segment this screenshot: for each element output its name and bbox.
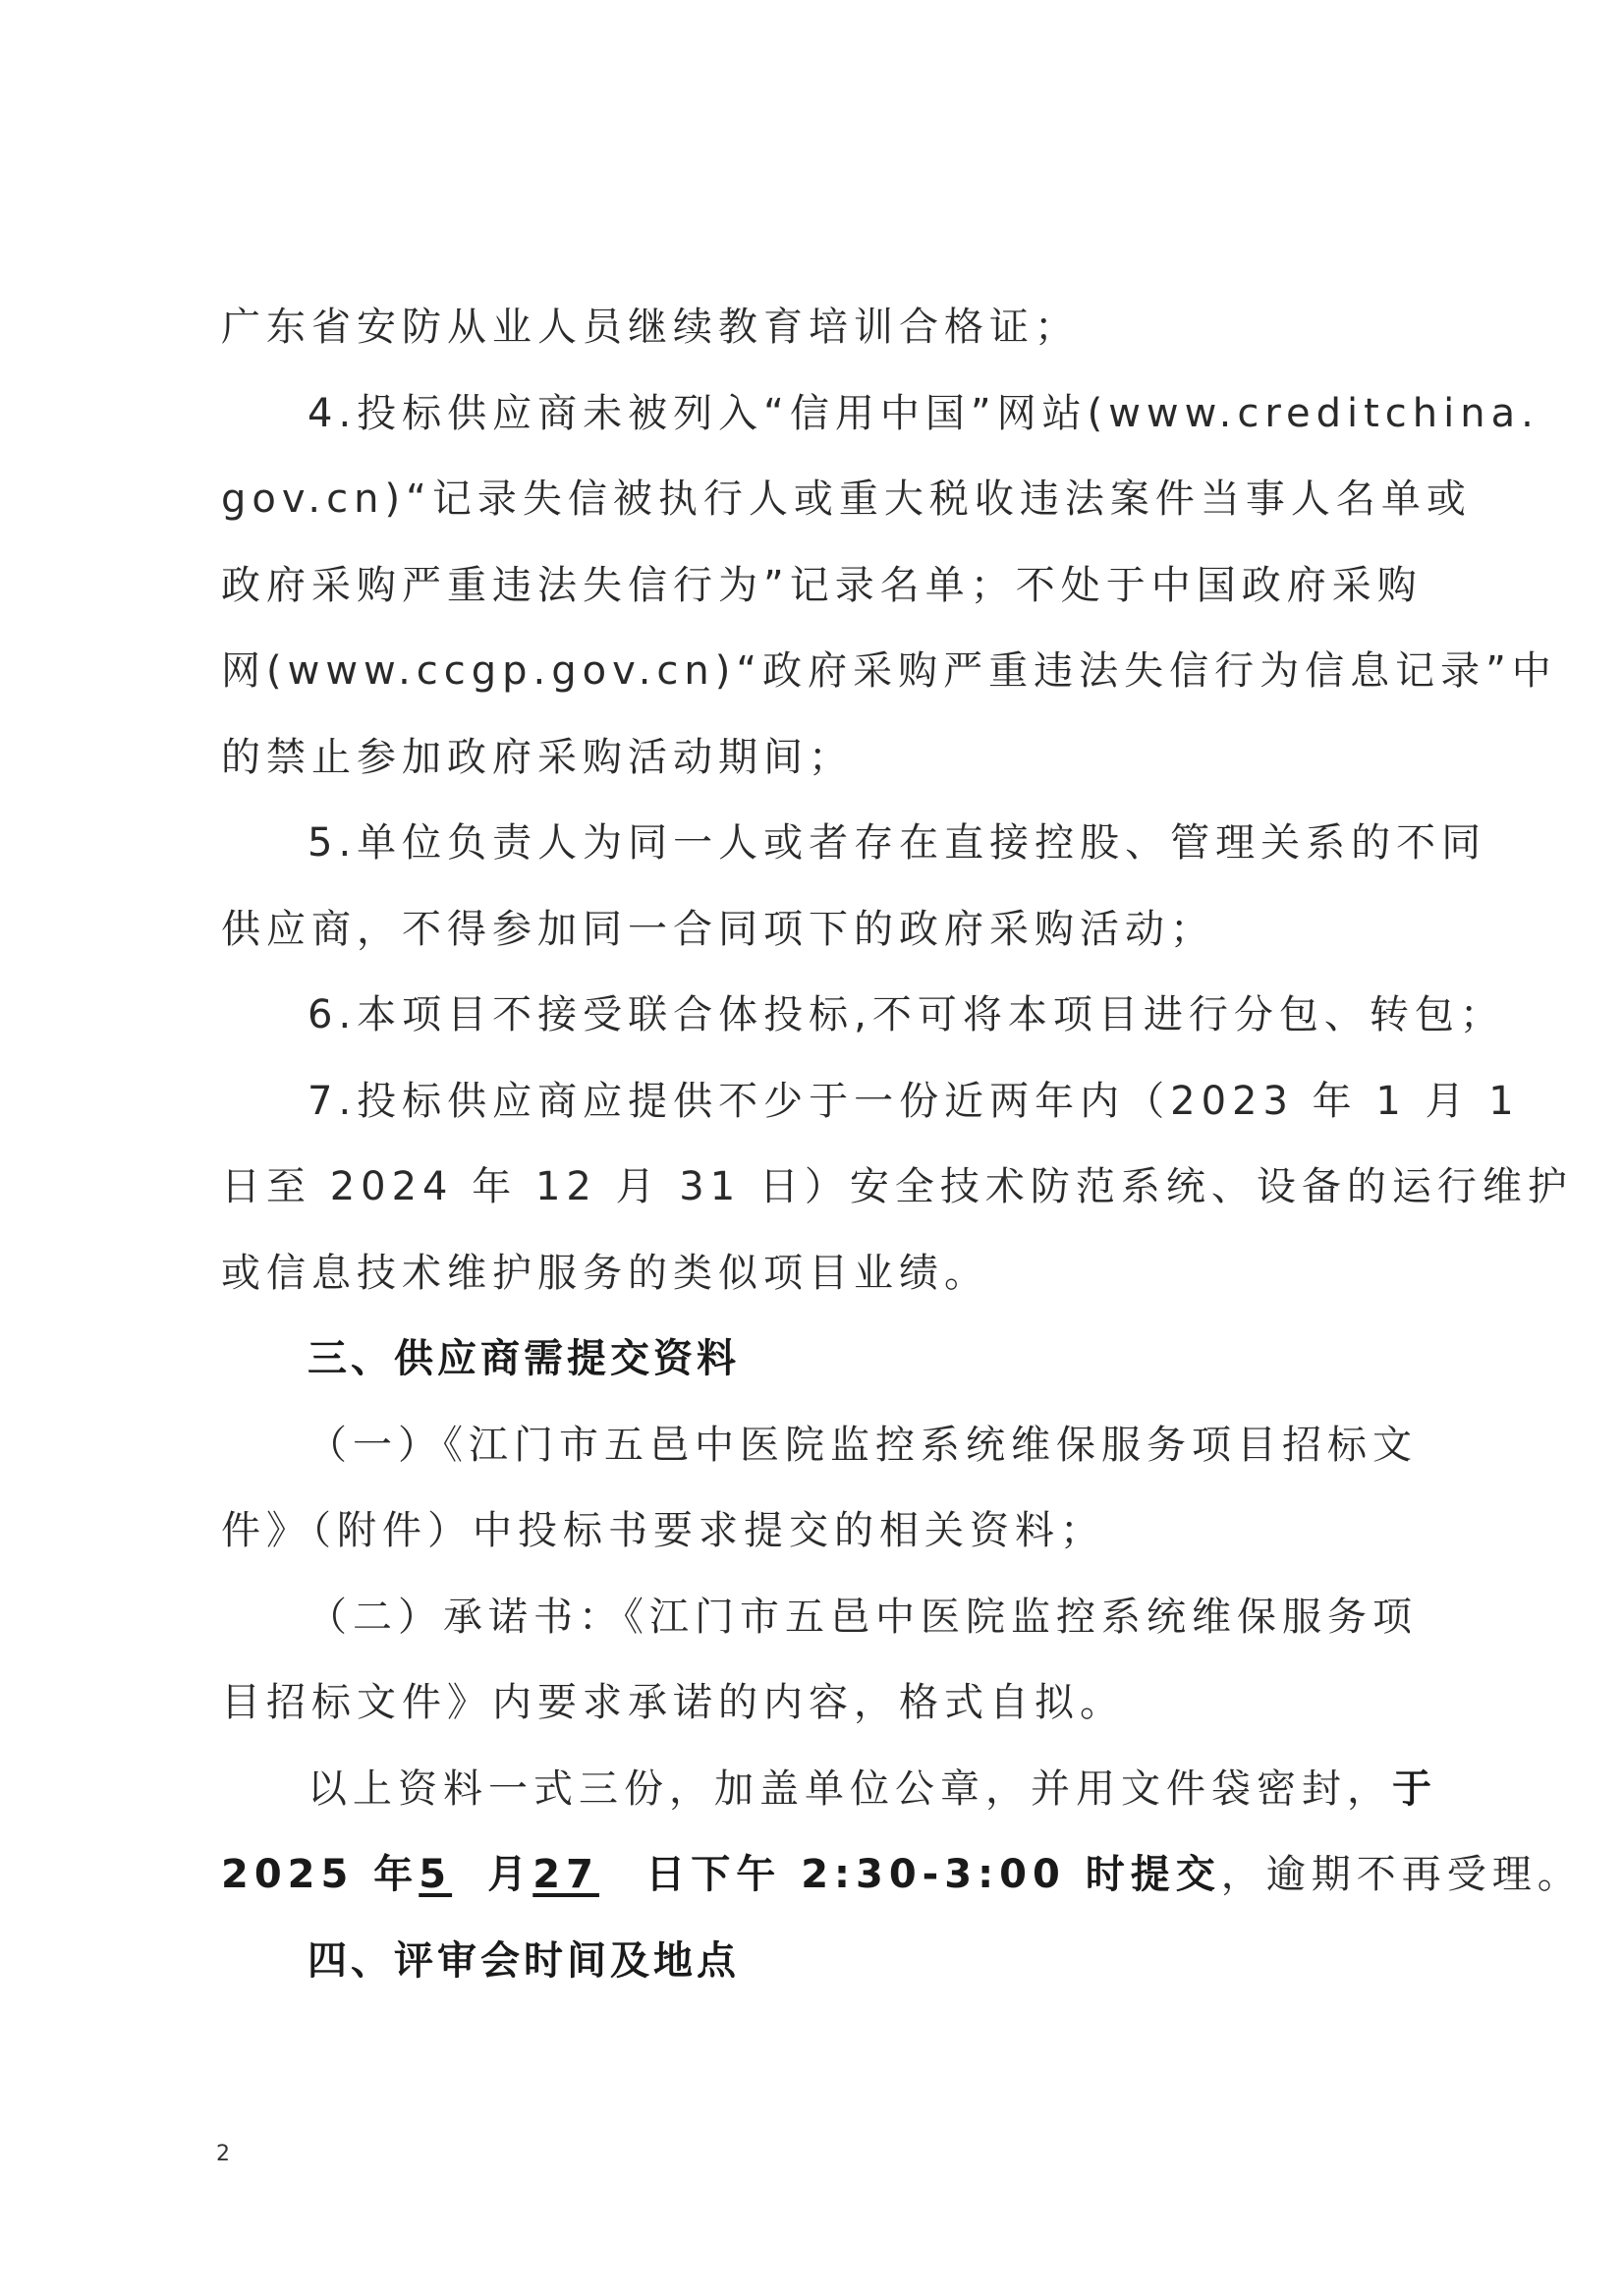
submission-bold-prefix: 于 — [1392, 1765, 1437, 1812]
deadline-month: 5 — [419, 1852, 453, 1897]
paragraph-line: （一）《江门市五邑中医院监控系统维保服务项目招标文 — [308, 1422, 1418, 1468]
paragraph-line: 目招标文件》内要求承诺的内容，格式自拟。 — [221, 1680, 1125, 1725]
paragraph-line — [221, 1747, 1437, 1833]
document-body — [221, 285, 1583, 2004]
submission-text: 以上资料一式三份，加盖单位公章，并用文件袋密封， — [308, 1765, 1392, 1812]
section-heading: 四、评审会时间及地点 — [308, 1937, 740, 1984]
paragraph-line: 的禁止参加政府采购活动期间； — [221, 734, 854, 780]
deadline-trailing: ，逾期不再受理。 — [1220, 1852, 1583, 1897]
paragraph-line: 6.本项目不接受联合体投标,不可将本项目进行分包、转包； — [308, 992, 1505, 1037]
submission-deadline-line — [221, 1832, 1583, 1919]
paragraph-line: 广东省安防从业人员继续教育培训合格证； — [221, 305, 1080, 350]
paragraph-line: 日至 2024 年 12 月 31 日）安全技术防范系统、设备的运行维护 — [221, 1164, 1573, 1209]
paragraph-line: （二）承诺书：《江门市五邑中医院监控系统维保服务项 — [308, 1594, 1418, 1640]
paragraph-line: 网(www.ccgp.gov.cn)“政府采购严重违法失信行为信息记录”中 — [221, 648, 1557, 694]
section-heading: 三、供应商需提交资料 — [308, 1336, 740, 1381]
paragraph-line: 5.单位负责人为同一人或者存在直接控股、管理关系的不同 — [308, 820, 1487, 866]
paragraph-line: 供应商，不得参加同一合同项下的政府采购活动； — [221, 906, 1215, 952]
deadline-year: 2025 年 — [221, 1852, 420, 1897]
page-number: 2 — [216, 2142, 230, 2166]
paragraph-line: 件》（附件）中投标书要求提交的相关资料； — [221, 1508, 1105, 1553]
paragraph-line: 4.投标供应商未被列入“信用中国”网站(www.creditchina. — [308, 390, 1539, 436]
paragraph-line: 政府采购严重违法失信行为”记录名单；不处于中国政府采购 — [221, 562, 1423, 608]
paragraph-line: 7.投标供应商应提供不少于一份近两年内（2023 年 1 月 1 — [308, 1078, 1520, 1124]
deadline-month-unit: 月 — [487, 1852, 533, 1897]
paragraph-line: 或信息技术维护服务的类似项目业绩。 — [221, 1250, 989, 1296]
deadline-time: 日下午 2:30-3:00 时提交 — [645, 1852, 1221, 1897]
paragraph-line: gov.cn)“记录失信被执行人或重大税收违法案件当事人名单或 — [221, 476, 1472, 522]
deadline-day: 27 — [532, 1852, 599, 1897]
